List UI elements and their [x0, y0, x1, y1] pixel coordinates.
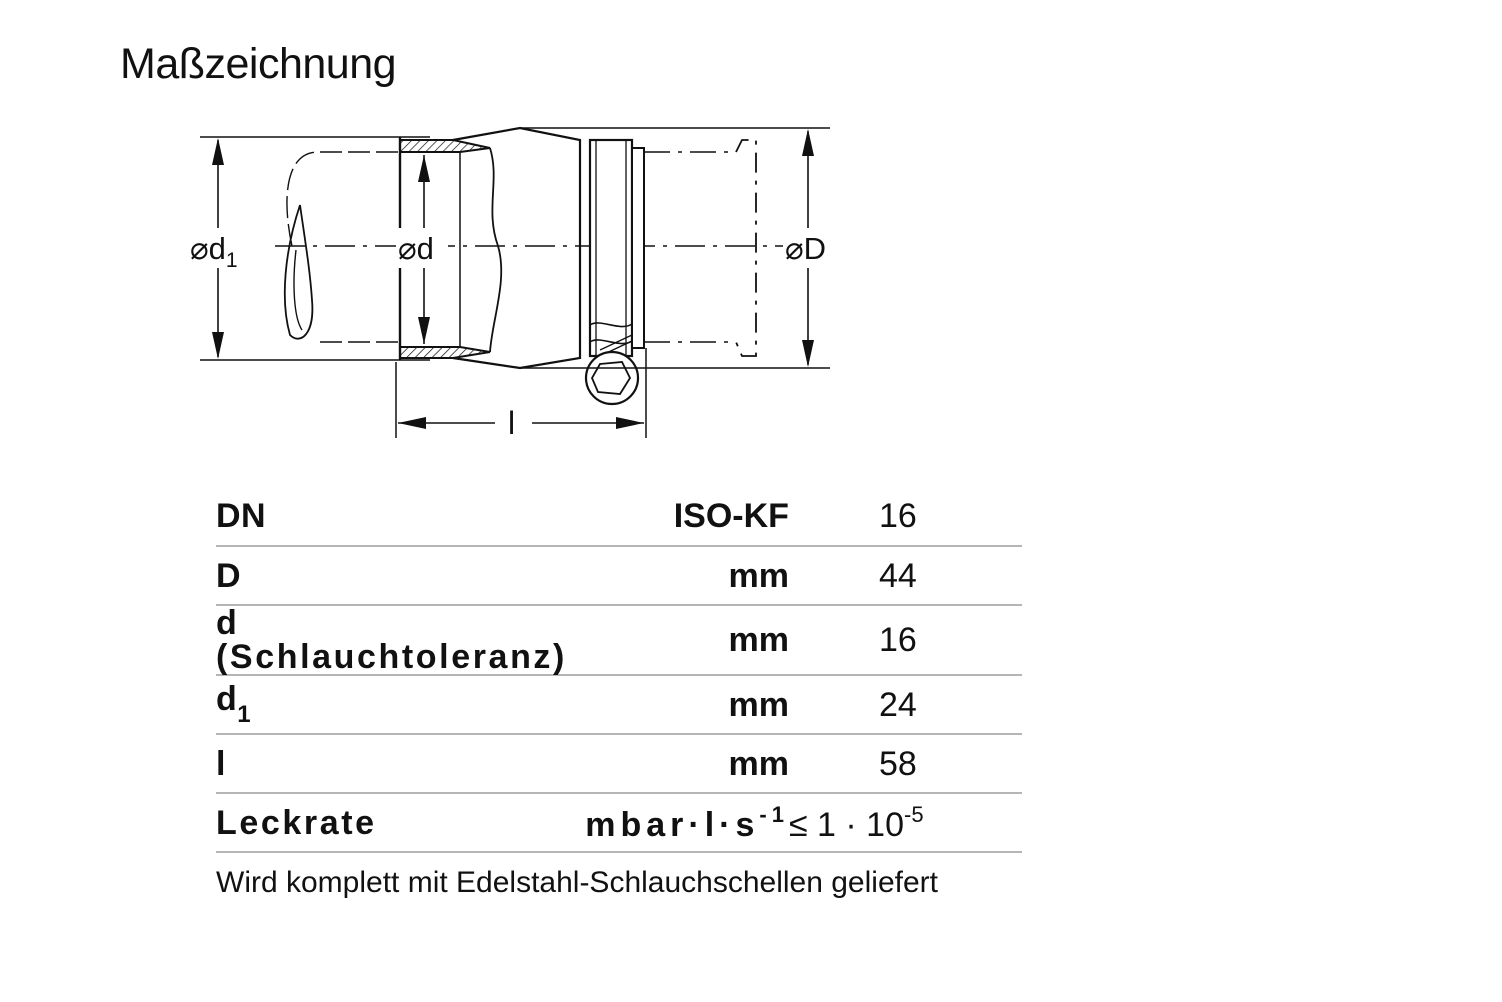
value-cell: 44	[789, 546, 1022, 605]
table-row	[216, 793, 1022, 852]
param-cell: d (Schlauchtoleranz)	[216, 604, 567, 676]
value-cell: 16	[789, 605, 1022, 675]
flange-outline	[644, 152, 736, 342]
hose-outline	[287, 152, 398, 342]
dimension-drawing	[0, 0, 1502, 470]
label-l: l	[508, 405, 516, 441]
unit-cell: mm	[567, 734, 789, 793]
param-cell: DN	[216, 487, 567, 546]
unit-cell: $mbar\cdot l\cdot s^{-1}$	[567, 793, 789, 852]
delivery-note: Wird komplett mit Edelstahl-Schlauchschellen geliefert	[216, 866, 938, 899]
unit-cell: mm	[567, 675, 789, 734]
table-row	[216, 734, 1022, 793]
unit-cell: mm	[567, 546, 789, 605]
param-cell: $d_1$	[216, 675, 567, 734]
table-row	[216, 675, 1022, 734]
unit-cell: mm	[567, 605, 789, 675]
unit-cell: ISO-KF	[567, 487, 789, 546]
table-row	[216, 546, 1022, 605]
label-d: ⌀d	[398, 231, 434, 266]
label-D: ⌀D	[785, 231, 827, 266]
table-row	[216, 605, 1022, 675]
spec-table	[216, 487, 1022, 853]
param-cell: Leckrate	[216, 793, 567, 852]
label-d1: $⌀d_1$	[190, 231, 238, 272]
value-cell: 24	[789, 675, 1022, 734]
value-cell: 58	[789, 734, 1022, 793]
value-cell: ≤ $1 \cdot 10^{-5}$	[789, 793, 1022, 852]
table-row	[216, 487, 1022, 546]
param-cell: l	[216, 734, 567, 793]
value-cell: 16	[789, 487, 1022, 546]
param-cell: D	[216, 546, 567, 605]
adapter-body	[453, 128, 580, 368]
page-title: Maßzeichnung	[120, 40, 397, 88]
